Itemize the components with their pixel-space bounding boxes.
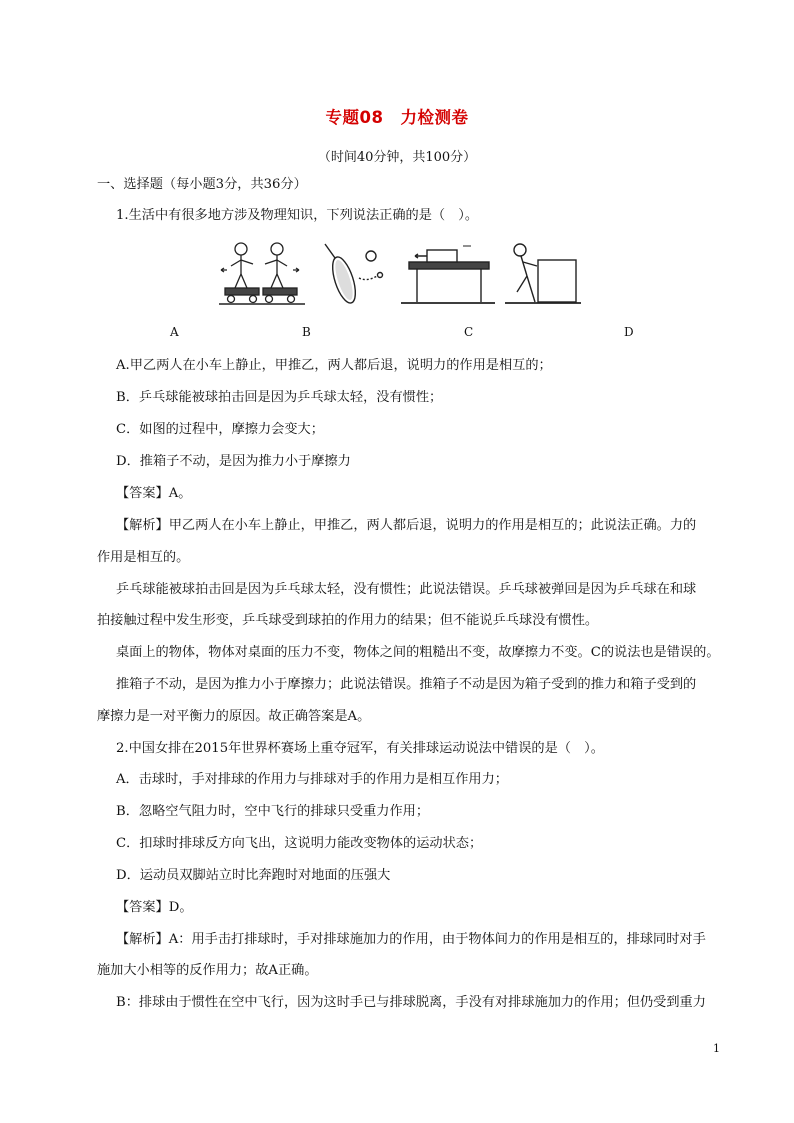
q1-option-d: D．推箱子不动，是因为推力小于摩擦力 [116,454,351,469]
figure-label-c: C [464,325,474,339]
page-title: 专题08 力检测卷 [325,108,469,127]
q1-option-b: B．乒乓球能被球拍击回是因为乒乓球太轻，没有惯性； [116,390,443,405]
q2-option-a: A．击球时，手对排球的作用力与排球对手的作用力是相互作用力； [116,772,508,787]
q2-option-c: C．扣球时排球反方向飞出，这说明力能改变物体的运动状态； [116,836,483,851]
page-number: 1 [713,1042,720,1055]
figure-b-racket [325,244,383,306]
q1-analysis-line-4: 拍接触过程中发生形变，乒乓球受到球拍的作用力的结果；但不能说乒乓球没有惯性。 [97,613,599,628]
figure-a-carts [219,243,305,304]
figure-c-table [401,246,495,303]
section-heading: 一、选择题（每小题3分，共36分） [97,177,307,192]
q1-analysis-line-6: 推箱子不动，是因为推力小于摩擦力；此说法错误。推箱子不动是因为箱子受到的推力和箱子受到的 [116,677,697,692]
q1-analysis-line-2: 作用是相互的。 [97,550,190,565]
q2-option-d: D．运动员双脚站立时比奔跑时对地面的压强大 [116,868,391,883]
page-subtitle: （时间40分钟，共100分） [317,150,477,165]
figure-d-push-box [505,244,581,303]
q1-analysis-line-7: 摩擦力是一对平衡力的原因。故正确答案是A。 [97,709,371,724]
q2-option-b: B．忽略空气阻力时，空中飞行的排球只受重力作用； [116,804,430,819]
q2-analysis-line-2: 施加大小相等的反作用力；故A正确。 [97,963,318,978]
q2-analysis-line-3: B：排球由于惯性在空中飞行，因为这时手已与排球脱离，手没有对排球施加力的作用；但仍受到重力 [116,995,706,1010]
figure-label-d: D [624,325,634,339]
question-2-stem: 2.中国女排在2015年世界杯赛场上重夺冠军，有关排球运动说法中错误的是（ ）。 [116,741,604,756]
question-1-figure [213,240,583,310]
figure-label-a: A [170,325,179,339]
q1-analysis-line-1: 【解析】甲乙两人在小车上静止，甲推乙，两人都后退，说明力的作用是相互的；此说法正确。力的 [116,518,697,533]
question-1-stem: 1.生活中有很多地方涉及物理知识，下列说法正确的是（ ）。 [116,208,479,223]
q2-analysis-line-1: 【解析】A：用手击打排球时，手对排球施加力的作用，由于物体间力的作用是相互的，排球同时对手 [116,932,706,947]
q1-analysis-line-5: 桌面上的物体，物体对桌面的压力不变，物体之间的粗糙出不变，故摩擦力不变。C的说法也是错误的。 [116,645,720,660]
q1-answer: 【答案】A。 [116,486,192,501]
q2-answer: 【答案】D。 [116,900,193,915]
figure-label-b: B [302,325,311,339]
q1-option-a: A.甲乙两人在小车上静止，甲推乙，两人都后退，说明力的作用是相互的； [116,358,552,373]
q1-analysis-line-3: 乒乓球能被球拍击回是因为乒乓球太轻，没有惯性；此说法错误。乒乓球被弹回是因为乒乓球在和球 [116,582,697,597]
q1-option-c: C．如图的过程中，摩擦力会变大； [116,422,324,437]
